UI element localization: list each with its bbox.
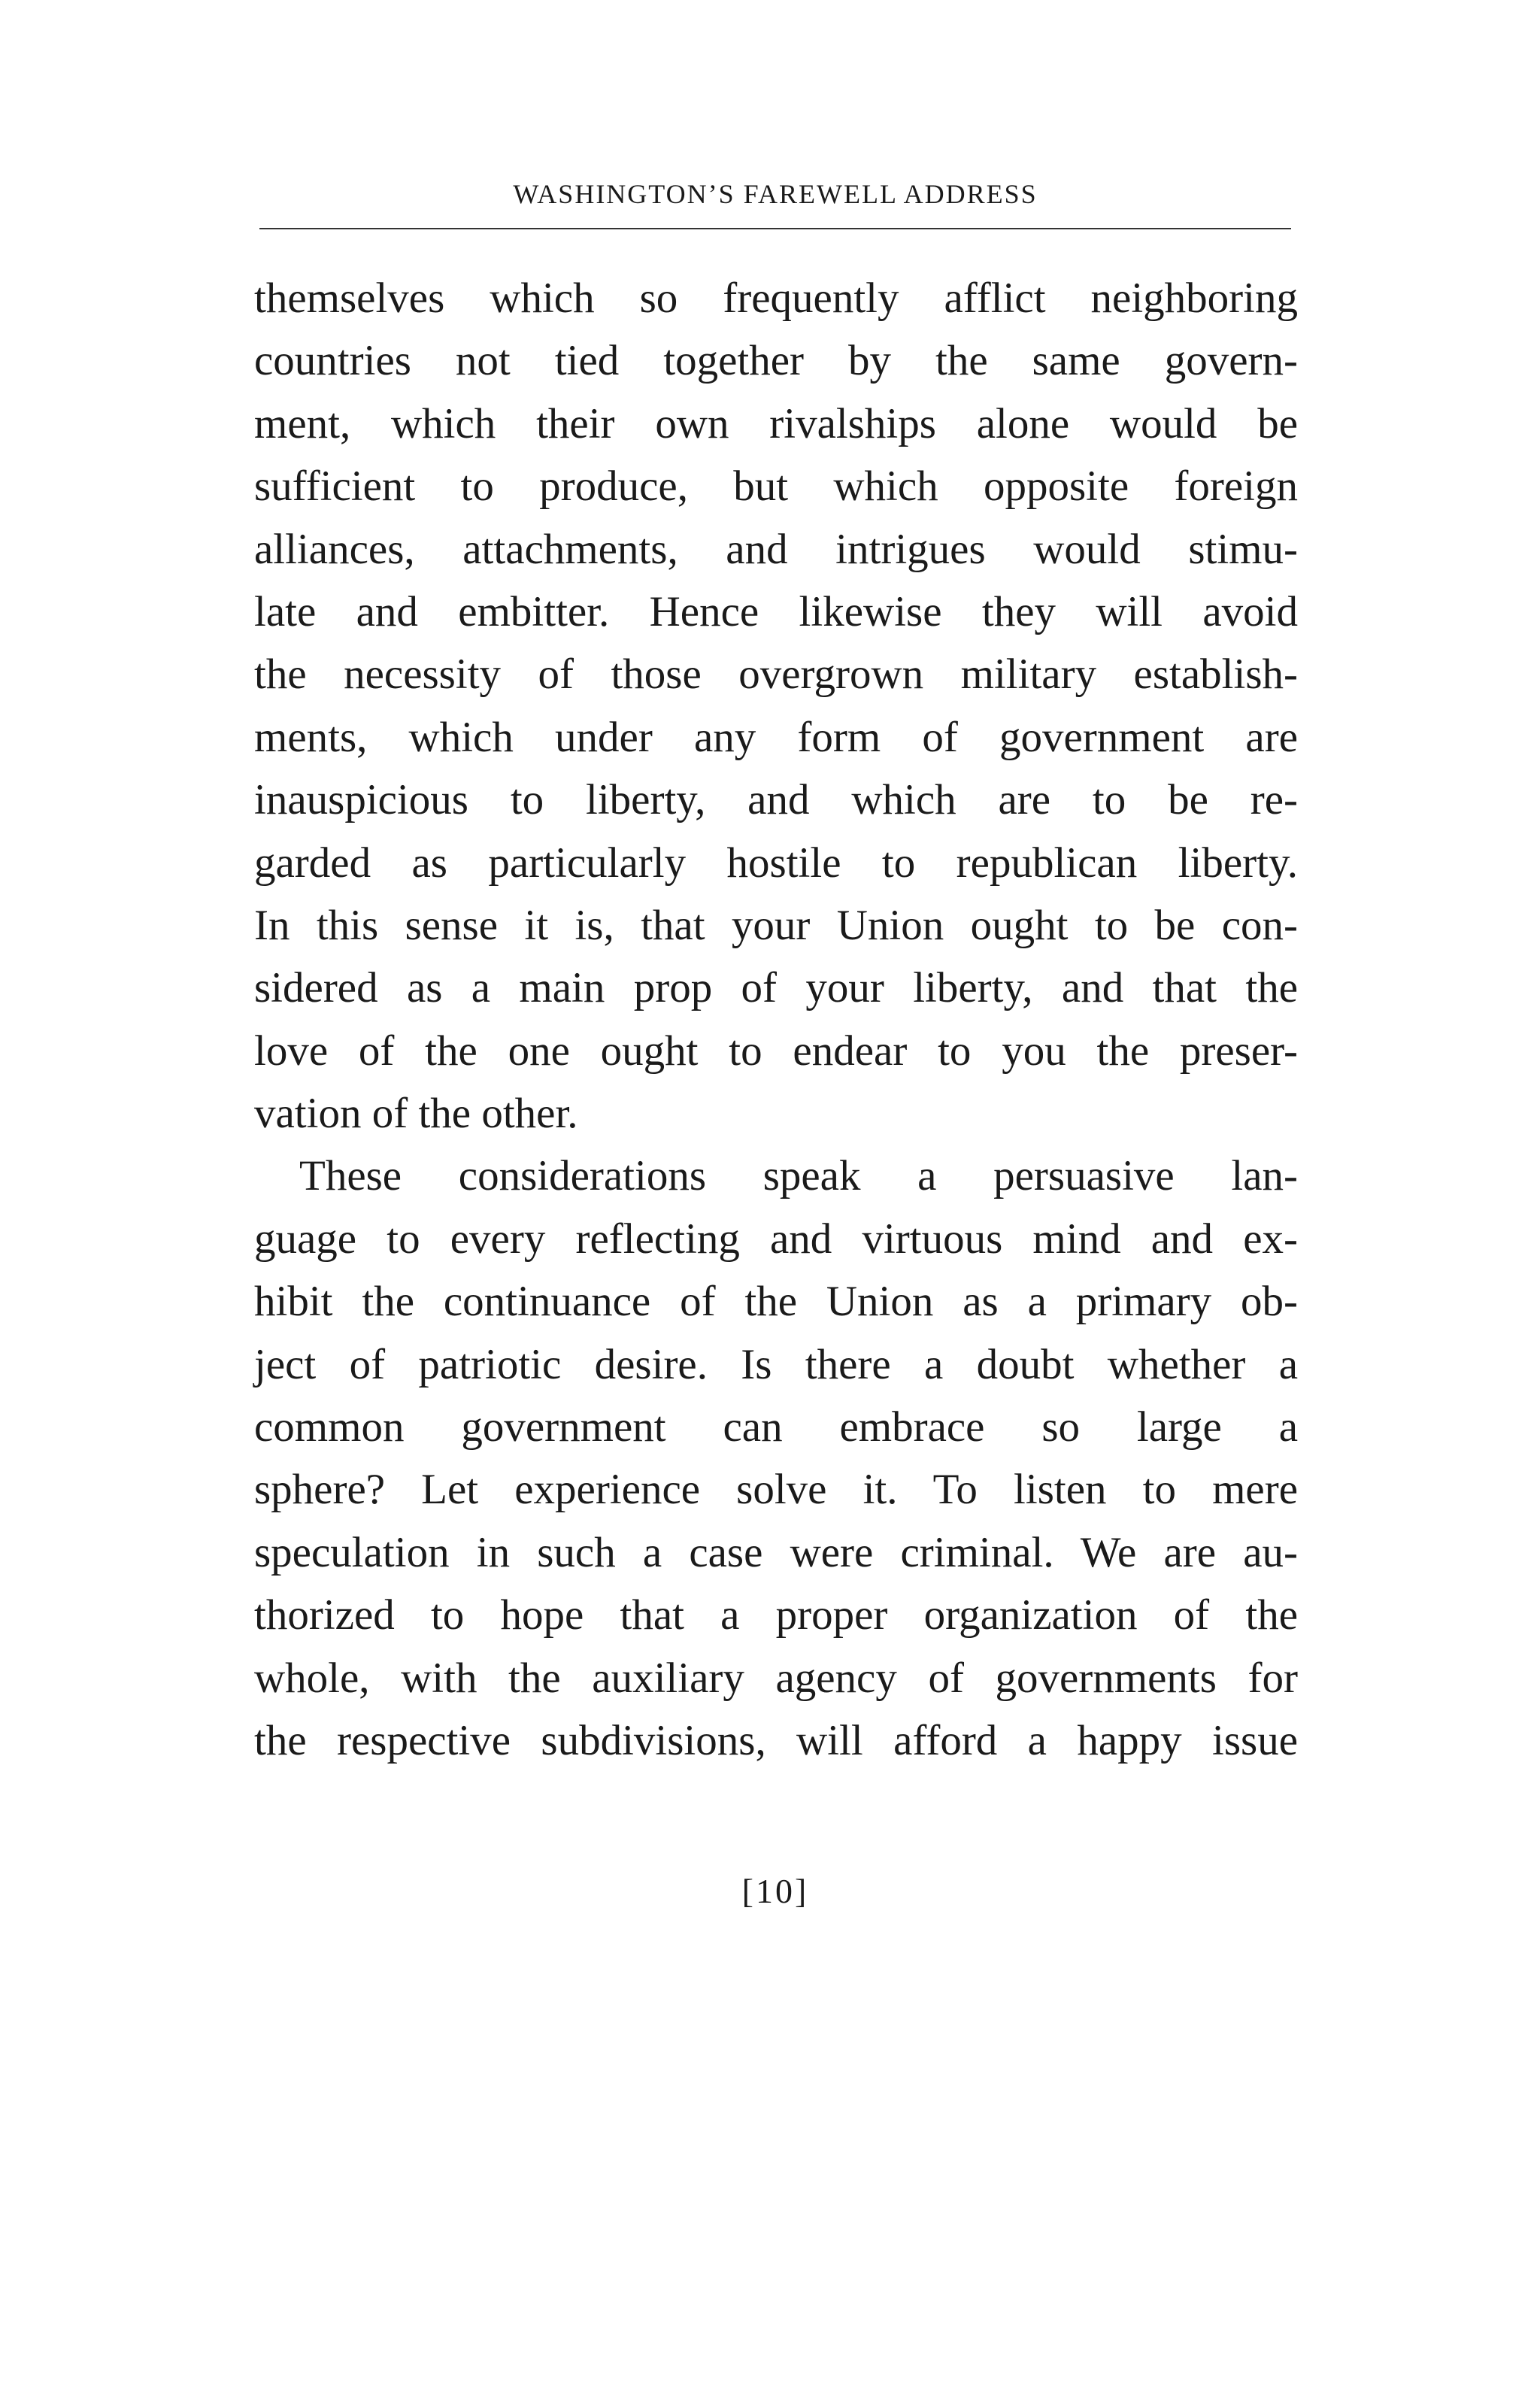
text-line: inauspicious to liberty, and which are to be re- [254,776,1298,824]
text-line: ment, which their own rivalships alone would be [254,399,1298,447]
body-text [254,267,1298,1772]
text-line: ject of patriotic desire. Is there a doubt whether a [254,1340,1298,1388]
header-rule [259,228,1291,229]
paragraph-1 [254,267,1298,1145]
text-line: thorized to hope that a proper organization of the [254,1591,1298,1639]
text-line: common government can embrace so large a [254,1403,1298,1451]
text-line: speculation in such a case were criminal. We are au- [254,1528,1298,1576]
text-line: love of the one ought to endear to you the preser- [254,1027,1298,1075]
text-line: vation of the other. [254,1090,578,1138]
text-line: garded as particularly hostile to republican liberty. [254,839,1298,887]
text-line: ments, which under any form of government are [254,713,1298,761]
text-line: countries not tied together by the same govern- [254,337,1298,385]
text-line: sidered as a main prop of your liberty, and that the [254,964,1298,1012]
text-line: themselves which so frequently afflict neighboring [254,274,1298,322]
text-line: guage to every reflecting and virtuous mind and ex- [254,1215,1298,1263]
text-line: These considerations speak a persuasive lan- [299,1152,1298,1200]
text-line: alliances, attachments, and intrigues would stimu- [254,525,1298,573]
text-line: the respective subdivisions, will afford a happy issue [254,1716,1298,1764]
text-line: In this sense it is, that your Union ought to be con- [254,901,1298,949]
running-head: WASHINGTON’S FAREWELL ADDRESS [513,179,1038,209]
text-line: whole, with the auxiliary agency of governments for [254,1654,1298,1702]
paragraph-2 [254,1145,1298,1772]
page-number: [10] [741,1872,809,1910]
text-line: sufficient to produce, but which opposite foreign [254,463,1298,511]
text-line: sphere? Let experience solve it. To listen to mere [254,1466,1298,1514]
text-line: late and embitter. Hence likewise they will avoid [254,587,1298,635]
text-line: the necessity of those overgrown military establish- [254,651,1298,699]
text-line: hibit the continuance of the Union as a primary ob- [254,1278,1298,1326]
